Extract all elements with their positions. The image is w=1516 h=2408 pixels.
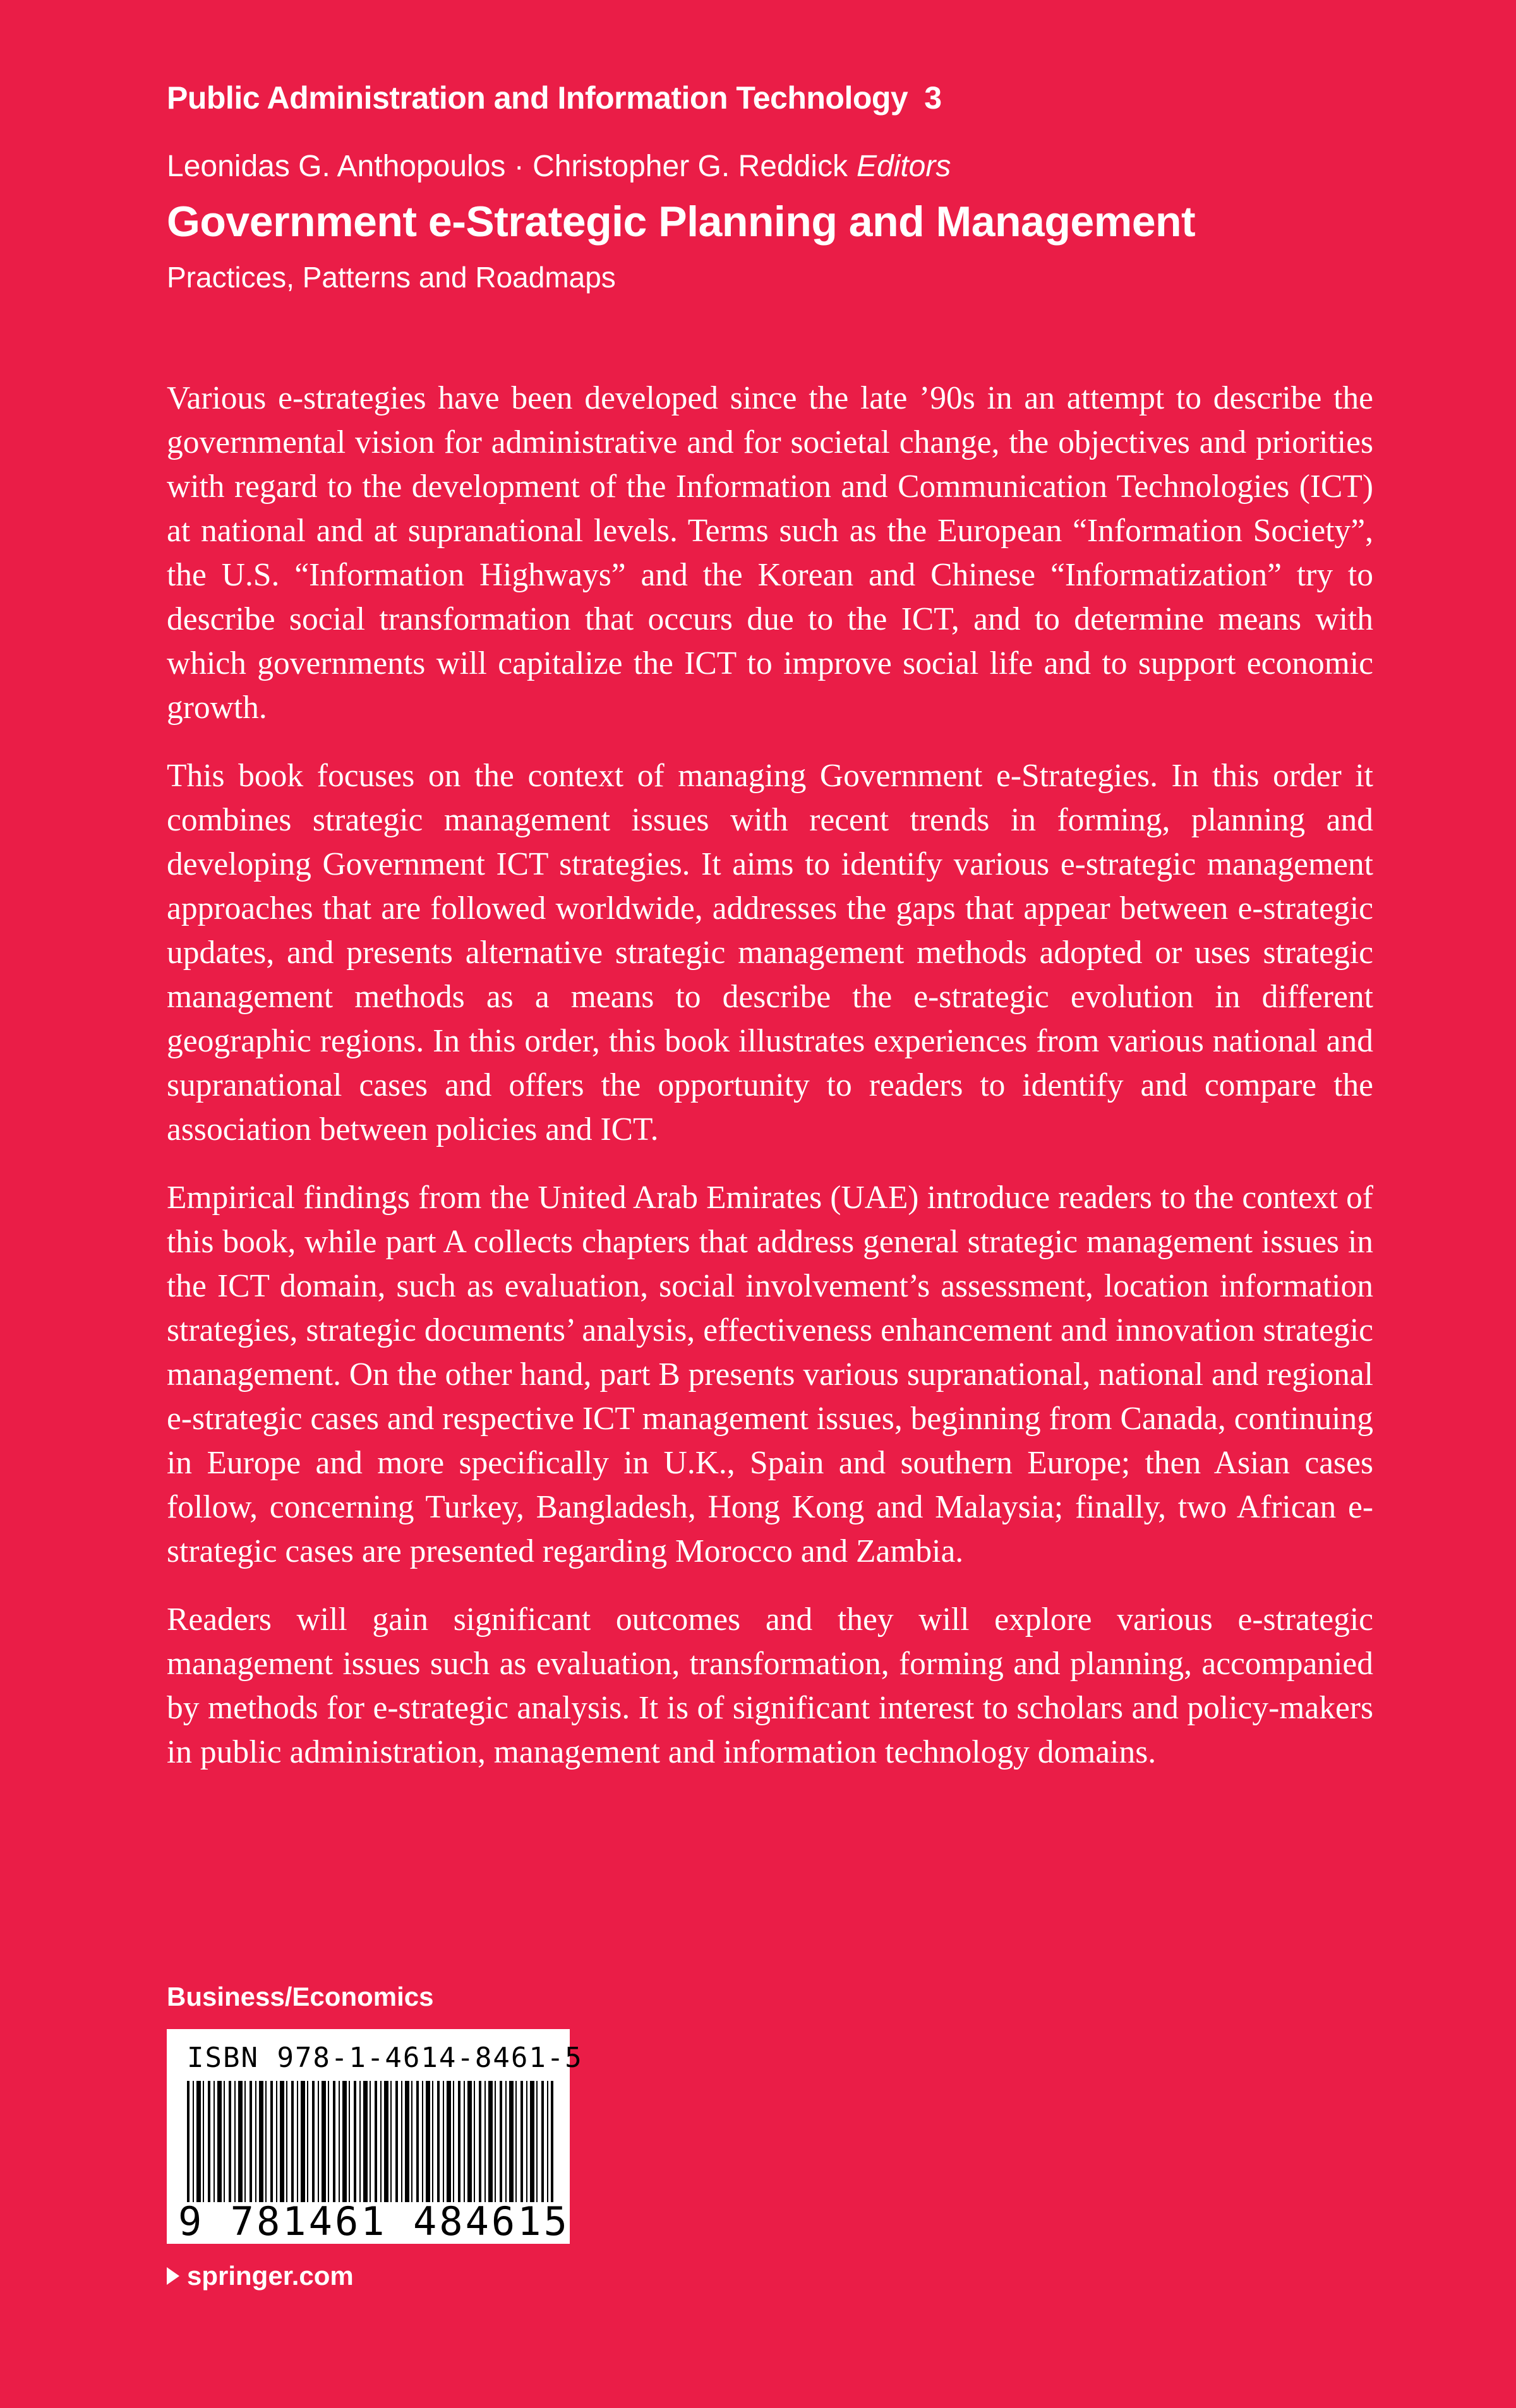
category-label: Business/Economics	[167, 1982, 434, 2011]
series-name: Public Administration and Information Technology	[167, 80, 908, 116]
barcode-digits: 9 781461 484615	[178, 2198, 570, 2244]
isbn-barcode	[167, 2029, 583, 2244]
description-paragraph-2: This book focuses on the context of managing Government e-Strategies. In this order it combines strategic management issues with recent trends in forming, planning and developing Government ICT strategies. It aims to identify various e-strategic management approaches that are followed worldwide, addresses the gaps that appear between e-strategic updates, and presents alternative strategic management methods adopted or uses strategic management methods as a means to describe the e-strategic evolution in different geographic regions. In this order, this book illustrates experiences from various national and supranational cases and offers the opportunity to readers to identify and compare the association between policies and ICT.	[167, 758, 1373, 1147]
series-volume: 3	[924, 80, 942, 116]
publisher-website[interactable]	[167, 2261, 354, 2291]
website-link[interactable]: springer.com	[187, 2261, 354, 2291]
description-paragraph-4: Readers will gain significant outcomes and they will explore various e-strategic management issues such as evaluation, transformation, forming and planning, accompanied by methods for e-strategic analysis. It is of significant interest to scholars and policy-makers in public administration, management and information technology domains.	[167, 1602, 1373, 1770]
book-title: Government e-Strategic Planning and Management	[167, 198, 1196, 246]
description-paragraph-3: Empirical findings from the United Arab Emirates (UAE) introduce readers to the context of this book, while part A collects chapters that address general strategic management issues in the ICT domain, such as evaluation, social involvement’s assessment, location information strategies, strategic documents’ analysis, effectiveness enhancement and innovation strategic management. On the other hand, part B presents various supranational, national and regional e-strategic cases and respective ICT management issues, beginning from Canada, continuing in Europe and more specifically in U.K., Spain and southern Europe; then Asian cases follow, concerning Turkey, Bangladesh, Hong Kong and Malaysia; finally, two African e-strategic cases are presented regarding Morocco and Zambia.	[167, 1180, 1373, 1569]
series-line	[167, 80, 942, 116]
book-subtitle: Practices, Patterns and Roadmaps	[167, 261, 616, 294]
editors-role: Editors	[856, 150, 951, 183]
barcode-bars	[187, 2081, 553, 2202]
description-paragraph-1: Various e-strategies have been developed since the late ’90s in an attempt to describe the governmental vision for administrative and for societal change, the objectives and priorities with regard to the development of the Information and Communication Technologies (ICT) at national and at supranational levels. Terms such as the European “Information Society”, the U.S. “Information Highways” and the Korean and Chinese “Informatization” try to describe social transformation that occurs due to the ICT, and to determine means with which governments will capitalize the ICT to improve social life and to support economic growth.	[167, 380, 1373, 726]
editor-names: Leonidas G. Anthopoulos · Christopher G. Reddick	[167, 150, 848, 183]
isbn-number: ISBN 978-1-4614-8461-5	[187, 2042, 583, 2074]
description	[167, 376, 1373, 1799]
editors-line	[167, 149, 951, 184]
arrow-right-icon	[167, 2267, 179, 2285]
